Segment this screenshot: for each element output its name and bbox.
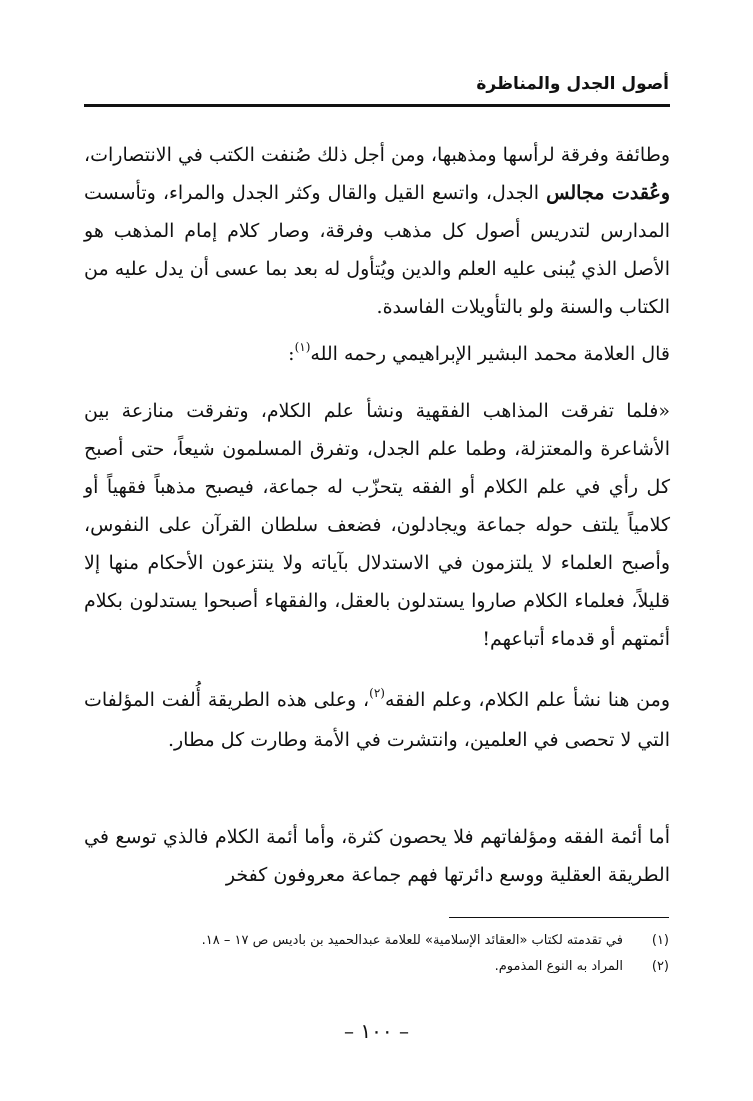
- footnote-2-number: (٢): [651, 959, 669, 974]
- paragraph-2-colon: :: [288, 343, 295, 365]
- paragraph-2: [84, 336, 670, 374]
- page-number: – ١٠٠ –: [344, 1019, 409, 1043]
- paragraph-5: [84, 818, 670, 894]
- paragraph-3-text: «فلما تفرقت المذاهب الفقهية ونشأ علم الكلام، وتفرقت منازعة بين الأشاعرة والمعتزلة، وطما علم الجدل، وتفرق المسلمون شيعاً، حتى أصبح كل رأي في علم الكلام أو الفقه يتحزّب له جماعة، فيصبح مذهباً فقهياً أو كلامياً يلتف حوله جماعة ويجادلون، فضعف سلطان القرآن على النفوس، وأصبح العلماء لا يلتزمون في الاستدلال بآياته ولا ينتزعون الأحكام منها إلا قليلاً، فعلماء الكلام صاروا يستدلون بالعقل، والفقهاء أصبحوا يستدلون بكلام أئمتهم أو قدماء أتباعهم!: [84, 400, 670, 650]
- paragraph-5-text: أما أئمة الفقه ومؤلفاتهم فلا يحصون كثرة، وأما أئمة الكلام فالذي توسع في الطريقة العقلية ووسع دائرتها فهم جماعة معروفون كفخر: [84, 826, 670, 886]
- footnote-2: [83, 958, 669, 976]
- footnote-ref-1: (١): [294, 340, 311, 354]
- paragraph-1: [84, 136, 670, 326]
- footnote-ref-2: (٢): [369, 686, 385, 700]
- footnote-divider: [449, 917, 669, 918]
- paragraph-4: [84, 682, 670, 759]
- footnote-1-number: (١): [651, 933, 669, 948]
- paragraph-4-text-b: ، وعلى هذه الطريقة أُلفت المؤلفات التي لا تحصى في العلمين، وانتشرت في الأمة وطارت كل مطار.: [84, 689, 670, 751]
- footnote-1: [83, 932, 669, 950]
- paragraph-1-bold-text: وعُقدت مجالس: [546, 182, 670, 204]
- footnote-1-text: في تقدمته لكتاب «العقائد الإسلامية» للعلامة عبدالحميد بن باديس ص ١٧ – ١٨.: [201, 933, 623, 948]
- footnote-2-text: المراد به النوع المذموم.: [494, 959, 623, 974]
- paragraph-4-text-a: ومن هنا نشأ علم الكلام، وعلم الفقه: [384, 689, 670, 711]
- paragraph-2-text: قال العلامة محمد البشير الإبراهيمي رحمه الله: [310, 343, 670, 365]
- paragraph-3-quote: [84, 392, 670, 658]
- paragraph-1-text-a: وطائفة وفرقة لرأسها ومذهبها، ومن أجل ذلك صُنفت الكتب في الانتصارات،: [84, 144, 670, 166]
- header-divider: [84, 104, 670, 107]
- running-header-title: أصول الجدل والمناظرة: [476, 74, 669, 94]
- paragraph-1-text-b: الجدل، واتسع القيل والقال وكثر الجدل والمراء، وتأسست المدارس لتدريس أصول كل مذهب وفرقة، وصار كلام إمام المذهب هو الأصل الذي يُبنى عليه العلم والدين ويُتأول له بعد بما عسى أن يدل عليه من الكتاب والسنة ولو بالتأويلات الفاسدة.: [84, 182, 670, 318]
